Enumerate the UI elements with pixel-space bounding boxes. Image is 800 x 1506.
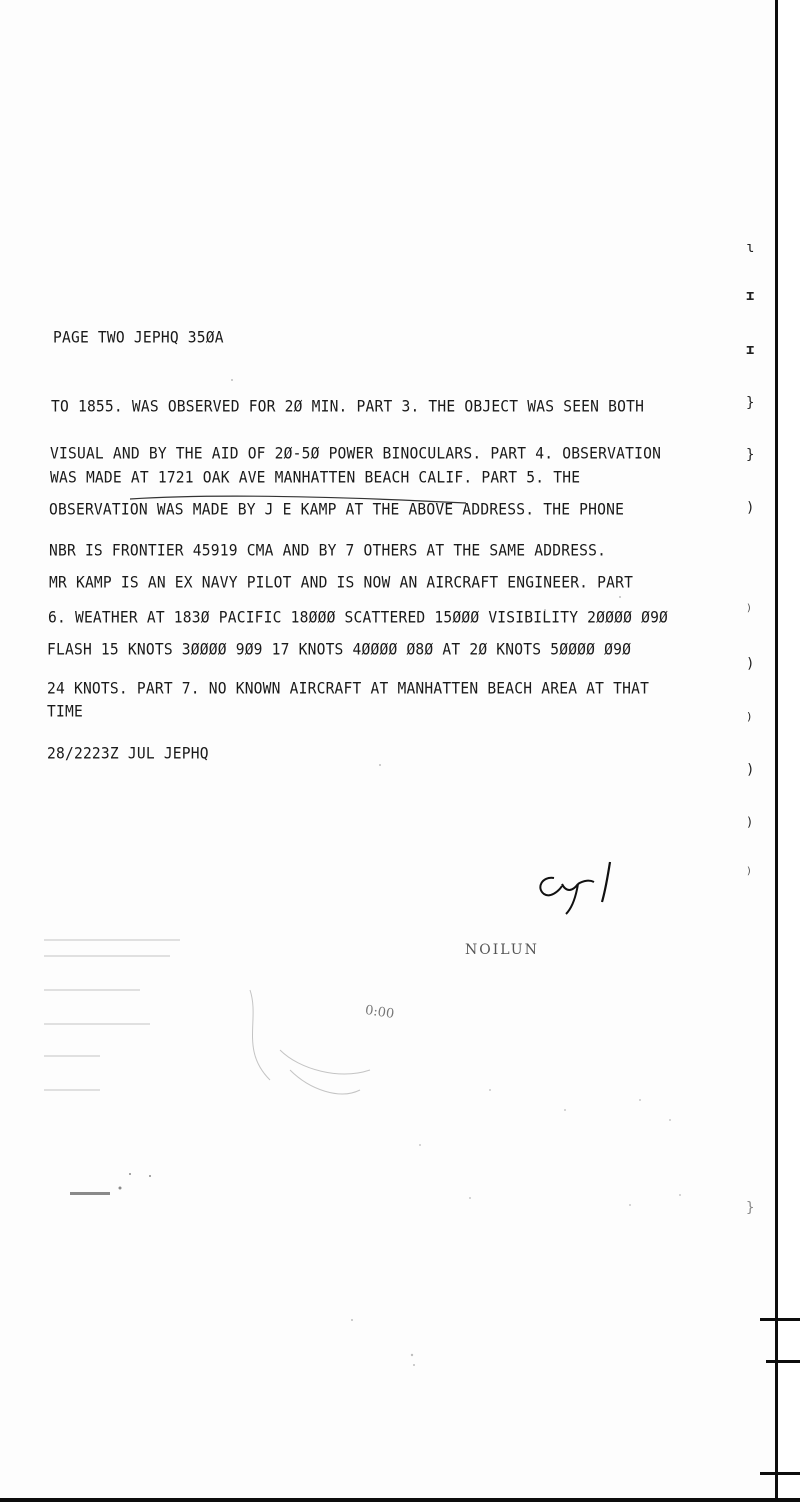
margin-mark: ) xyxy=(746,500,755,516)
margin-mark: } xyxy=(746,1200,755,1216)
margin-mark: ) xyxy=(746,866,753,877)
margin-mark: ɩ xyxy=(746,240,755,256)
body-line-2: VISUAL AND BY THE AID OF 2Ø-5Ø POWER BINOCULARS. PART 4. OBSERVATION xyxy=(50,444,662,464)
body-line-4: OBSERVATION WAS MADE BY J E KAMP AT THE ABOVE ADDRESS. THE PHONE xyxy=(49,500,625,520)
margin-mark: ) xyxy=(746,710,753,723)
stamp-number: 0:00 xyxy=(364,1003,396,1022)
margin-mark: ) xyxy=(746,656,755,672)
margin-mark: ɪ xyxy=(746,288,755,304)
date-time-group: 28/2223Z JUL JEPHQ xyxy=(47,744,209,764)
margin-mark: } xyxy=(746,395,755,411)
edge-tick xyxy=(766,1360,800,1363)
body-line-1: TO 1855. WAS OBSERVED FOR 2Ø MIN. PART 3. THE OBJECT WAS SEEN BOTH xyxy=(51,397,645,417)
stamp-text: NOILUN xyxy=(465,942,539,958)
body-line-9: 24 KNOTS. PART 7. NO KNOWN AIRCRAFT AT MANHATTEN BEACH AREA AT THAT xyxy=(47,679,650,699)
body-line-7: 6. WEATHER AT 183Ø PACIFIC 18ØØØ SCATTERED 15ØØØ VISIBILITY 2ØØØØ Ø9Ø xyxy=(48,608,669,628)
edge-tick xyxy=(760,1318,800,1321)
body-line-8: FLASH 15 KNOTS 3ØØØØ 9Ø9 17 KNOTS 4ØØØØ Ø8Ø AT 2Ø KNOTS 5ØØØØ Ø9Ø xyxy=(47,640,632,660)
page-header: PAGE TWO JEPHQ 35ØA xyxy=(53,328,224,348)
page-edge-bottom xyxy=(0,1498,800,1502)
margin-mark: ) xyxy=(746,762,755,778)
edge-tick xyxy=(760,1472,800,1475)
handwritten-underline xyxy=(128,493,468,507)
body-line-10: TIME xyxy=(47,702,83,722)
margin-mark: ɪ xyxy=(746,342,755,358)
faded-stamp-area xyxy=(40,930,740,1230)
body-line-6: MR KAMP IS AN EX NAVY PILOT AND IS NOW AN AIRCRAFT ENGINEER. PART xyxy=(49,573,634,593)
handwritten-signature xyxy=(532,858,622,918)
body-line-3: WAS MADE AT 1721 OAK AVE MANHATTEN BEACH CALIF. PART 5. THE xyxy=(50,468,581,488)
body-line-5: NBR IS FRONTIER 45919 CMA AND BY 7 OTHERS AT THE SAME ADDRESS. xyxy=(49,541,607,561)
margin-mark: ) xyxy=(746,603,753,614)
margin-mark: ) xyxy=(746,815,754,829)
margin-mark: } xyxy=(746,447,755,463)
page-edge-right xyxy=(775,0,800,1502)
